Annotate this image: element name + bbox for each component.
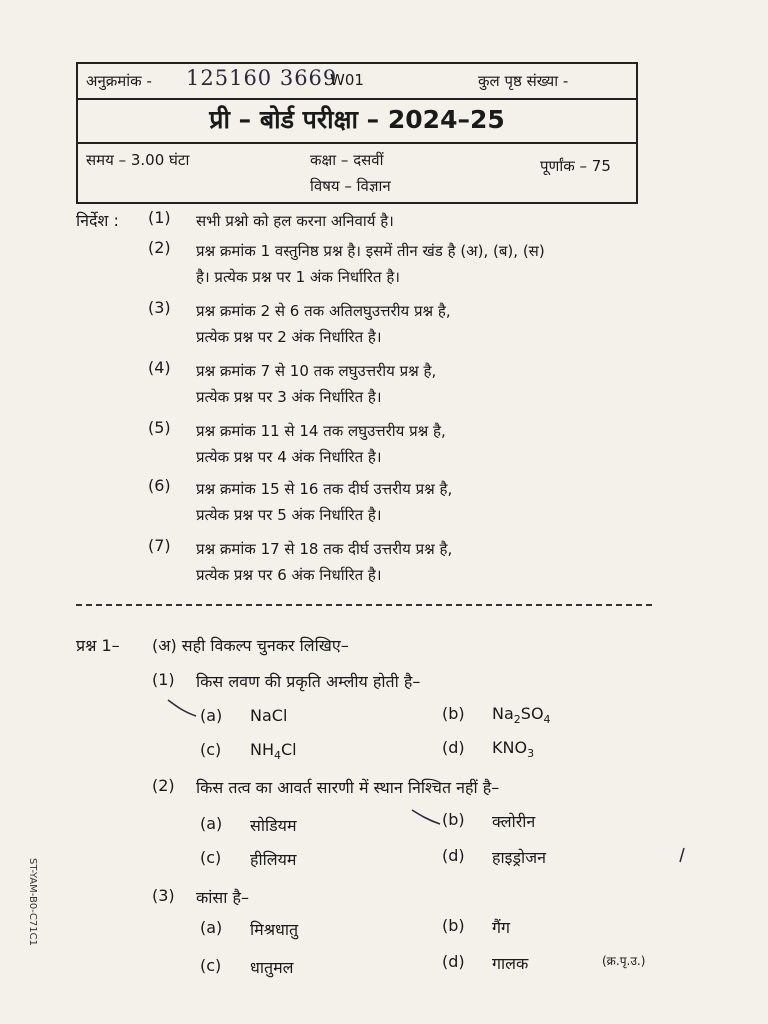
option-text: सोडियम (250, 816, 297, 835)
option-text: धातुमल (250, 958, 294, 977)
instruction-number: (7) (148, 536, 171, 555)
option-key: (a) (200, 918, 223, 937)
header-row-title (78, 98, 636, 144)
continued-note: (क्र.पृ.उ.) (602, 954, 646, 968)
side-print-code: ST-YAM-B0-C71C1 (27, 858, 38, 946)
option-key: (d) (442, 738, 465, 757)
header-row-details (78, 142, 636, 200)
subquestion-text: कांसा है– (196, 888, 249, 907)
option-key: (c) (200, 956, 222, 975)
section-divider (76, 604, 652, 606)
subquestion-text: किस तत्व का आवर्त सारणी में स्थान निश्चित नहीं है– (196, 778, 500, 797)
instruction-number: (4) (148, 358, 171, 377)
instruction-number: (2) (148, 238, 171, 257)
subquestion-number: (2) (152, 776, 175, 795)
option-text: गालक (492, 954, 529, 973)
option-formula: $Na_2SO_4$ (492, 704, 551, 727)
instruction-line: प्रत्येक प्रश्न पर 3 अंक निर्धारित है। (196, 388, 382, 406)
instruction-line: प्रत्येक प्रश्न पर 2 अंक निर्धारित है। (196, 328, 382, 346)
exam-title: प्री – बोर्ड परीक्षा – 2024–25 (209, 105, 505, 134)
instruction-line: प्रत्येक प्रश्न पर 5 अंक निर्धारित है। (196, 506, 382, 524)
option-formula: NaCl (250, 706, 288, 725)
instruction-line: है। प्रत्येक प्रश्न पर 1 अंक निर्धारित है। (196, 268, 400, 286)
subquestion-number: (3) (152, 886, 175, 905)
pen-mark-icon (676, 846, 688, 864)
option-key: (a) (200, 706, 223, 725)
option-key: (a) (200, 814, 223, 833)
instruction-number: (5) (148, 418, 171, 437)
roll-code: W01 (330, 71, 364, 89)
instruction-line: प्रश्न क्रमांक 15 से 16 तक दीर्घ उत्तरीय प्रश्न है, (196, 480, 453, 498)
instruction-number: (1) (148, 208, 171, 227)
option-text: मिश्रधातु (250, 920, 299, 939)
instructions-label: निर्देश : (76, 211, 119, 230)
option-text: गैंग (492, 918, 511, 937)
instruction-line: प्रत्येक प्रश्न पर 6 अंक निर्धारित है। (196, 566, 382, 584)
question-section-heading: (अ) सही विकल्प चुनकर लिखिए– (152, 636, 349, 655)
instruction-line: प्रश्न क्रमांक 17 से 18 तक दीर्घ उत्तरीय प्रश्न है, (196, 540, 453, 558)
pen-tick-mark-icon (166, 696, 200, 720)
exam-time: समय – 3.00 घंटा (86, 151, 190, 169)
question-label: प्रश्न 1– (76, 636, 120, 655)
roll-number-handwritten: 125160 3669 (186, 66, 338, 90)
option-text: हाइड्रोजन (492, 848, 546, 867)
instruction-line: प्रत्येक प्रश्न पर 4 अंक निर्धारित है। (196, 448, 382, 466)
exam-class: कक्षा – दसवीं (310, 151, 384, 169)
option-text: क्लोरीन (492, 812, 536, 831)
instruction-number: (3) (148, 298, 171, 317)
option-key: (c) (200, 740, 222, 759)
option-text: हीलियम (250, 850, 297, 869)
pen-tick-mark-icon (410, 806, 444, 828)
instruction-line: प्रश्न क्रमांक 7 से 10 तक लघुउत्तरीय प्रश्न है, (196, 362, 437, 380)
exam-subject: विषय – विज्ञान (310, 177, 391, 195)
max-marks: पूर्णांक – 75 (540, 157, 611, 175)
roll-label: अनुक्रमांक - (86, 72, 152, 90)
option-key: (b) (442, 916, 465, 935)
option-formula: $KNO_3$ (492, 738, 535, 761)
subquestion-text: किस लवण की प्रकृति अम्लीय होती है– (196, 672, 421, 691)
total-pages-label: कुल पृष्ठ संख्या - (478, 72, 569, 90)
header-row-roll (78, 64, 636, 100)
instruction-line: प्रश्न क्रमांक 1 वस्तुनिष्ठ प्रश्न है। इसमें तीन खंड है (अ), (ब), (स) (196, 242, 545, 260)
subquestion-number: (1) (152, 670, 175, 689)
option-key: (d) (442, 846, 465, 865)
instruction-line: प्रश्न क्रमांक 11 से 14 तक लघुउत्तरीय प्रश्न है, (196, 422, 446, 440)
instruction-line: सभी प्रश्नो को हल करना अनिवार्य है। (196, 212, 394, 230)
instruction-number: (6) (148, 476, 171, 495)
option-key: (b) (442, 810, 465, 829)
option-key: (c) (200, 848, 222, 867)
header-box (76, 62, 638, 204)
option-key: (d) (442, 952, 465, 971)
instruction-line: प्रश्न क्रमांक 2 से 6 तक अतिलघुउत्तरीय प्रश्न है, (196, 302, 451, 320)
option-key: (b) (442, 704, 465, 723)
option-formula: $NH_4Cl$ (250, 740, 297, 763)
